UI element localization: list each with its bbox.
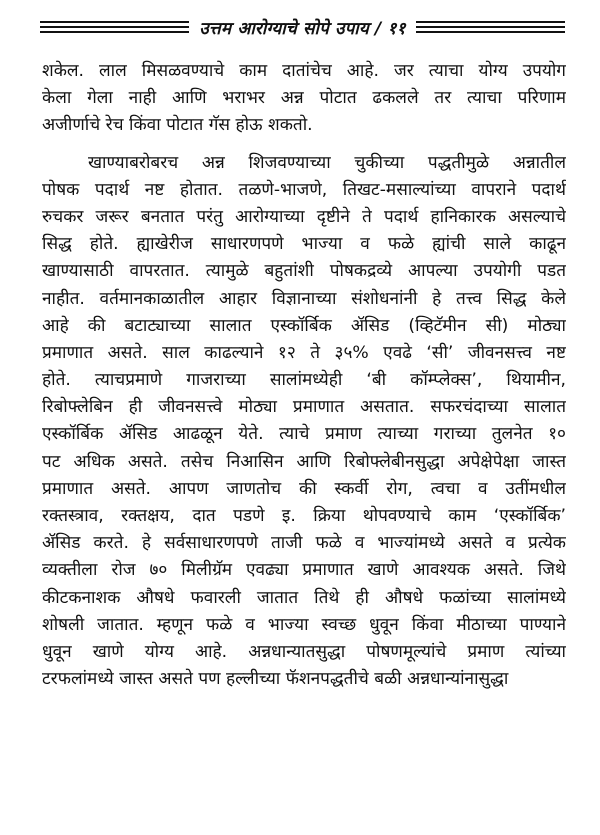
header-title: उत्तम आरोग्याचे सोपे उपाय / ११	[199, 18, 406, 39]
body-text	[42, 58, 566, 693]
text-line: ॲसिड करते. हे सर्वसाधारणपणे ताजी फळे व भाज्यांमध्ये असते व प्रत्येक	[42, 533, 566, 554]
text-line: रुचकर जरूर बनतात परंतु आरोग्याच्या दृष्टीने ते पदार्थ हानिकारक असल्याचे	[42, 206, 566, 227]
text-line: टरफलांमध्ये जास्त असते पण हल्लीच्या फॅशनपद्धतीचे बळी अन्नधान्यांनासुद्धा	[42, 669, 509, 690]
text-line: शोषली जातात. म्हणून फळे व भाज्या स्वच्छ धुवून किंवा मीठाच्या पाण्याने	[42, 614, 566, 635]
text-line: होते. त्याचप्रमाणे गाजराच्या सालांमध्येही ‘बी कॉम्प्लेक्स’, थियामीन,	[42, 370, 566, 391]
text-line: अजीर्णाचे रेच किंवा पोटात गॅस होऊ शकतो.	[42, 115, 313, 136]
text-line: खाण्याबरोबरच अन्न शिजवण्याच्या चुकीच्या पद्धतीमुळे अन्नातील	[88, 152, 566, 173]
header-rule-right	[416, 21, 565, 33]
text-line: नाहीत. वर्तमानकाळातील आहार विज्ञानाच्या संशोधनांनी हे तत्त्व सिद्ध केले	[42, 288, 566, 309]
running-header	[40, 12, 565, 42]
text-line: धुवून खाणे योग्य आहे. अन्नधान्यातसुद्धा पोषणमूल्यांचे प्रमाण त्यांच्या	[42, 641, 566, 662]
text-line: शकेल. लाल मिसळवण्याचे काम दातांचेच आहे. जर त्याचा योग्य उपयोग	[42, 61, 566, 81]
header-rule-left	[40, 21, 189, 33]
text-line: रक्तस्त्राव, रक्तक्षय, दात पडणे इ. क्रिया थोपवण्याचे काम ‘एस्कॉर्बिक’	[42, 506, 566, 526]
text-line: पट अधिक असते. तसेच निआसिन आणि रिबोफ्लेबीनसुद्धा अपेक्षेपेक्षा जास्त	[42, 451, 566, 472]
text-line: एस्कॉर्बिक ॲसिड आढळून येते. त्याचे प्रमाण त्याच्या गराच्या तुलनेत १०	[42, 424, 566, 445]
text-line: खाण्यासाठी वापरतात. त्यामुळे बहुतांशी पोषकद्रव्ये आपल्या उपयोगी पडत	[42, 261, 566, 282]
paragraph-gap	[42, 140, 566, 150]
text-line: पोषक पदार्थ नष्ट होतात. तळणे-भाजणे, तिखट-मसाल्यांच्या वापराने पदार्थ	[42, 179, 566, 200]
text-line: आहे की बटाट्याच्या सालात एस्कॉर्बिक ॲसिड (व्हिटॅमीन सी) मोठ्या	[42, 315, 566, 336]
paragraph	[42, 58, 566, 140]
text-line: प्रमाणात असते. आपण जाणतोच की स्कर्वी रोग, त्वचा व उतींमधील	[42, 478, 566, 499]
paragraph	[42, 150, 566, 694]
text-line: रिबोफ्लेबिन ही जीवनसत्त्वे मोठ्या प्रमाणात असतात. सफरचंदाच्या सालात	[42, 397, 566, 418]
text-line: प्रमाणात असते. साल काढल्याने १२ ते ३५% एवढे ‘सी’ जीवनसत्त्व नष्ट	[42, 342, 566, 363]
text-line: व्यक्तीला रोज ७० मिलीग्रॅम एवढ्या प्रमाणात खाणे आवश्यक असते. जिथे	[42, 560, 566, 581]
text-line: सिद्ध होते. ह्याखेरीज साधारणपणे भाज्या व फळे ह्यांची साले काढून	[42, 234, 566, 255]
text-line: कीटकनाशक औषधे फवारली जातात तिथे ही औषधे फळांच्या सालांमध्ये	[42, 587, 566, 608]
text-line: केला गेला नाही आणि भराभर अन्न पोटात ढकलले तर त्याचा परिणाम	[42, 88, 566, 109]
